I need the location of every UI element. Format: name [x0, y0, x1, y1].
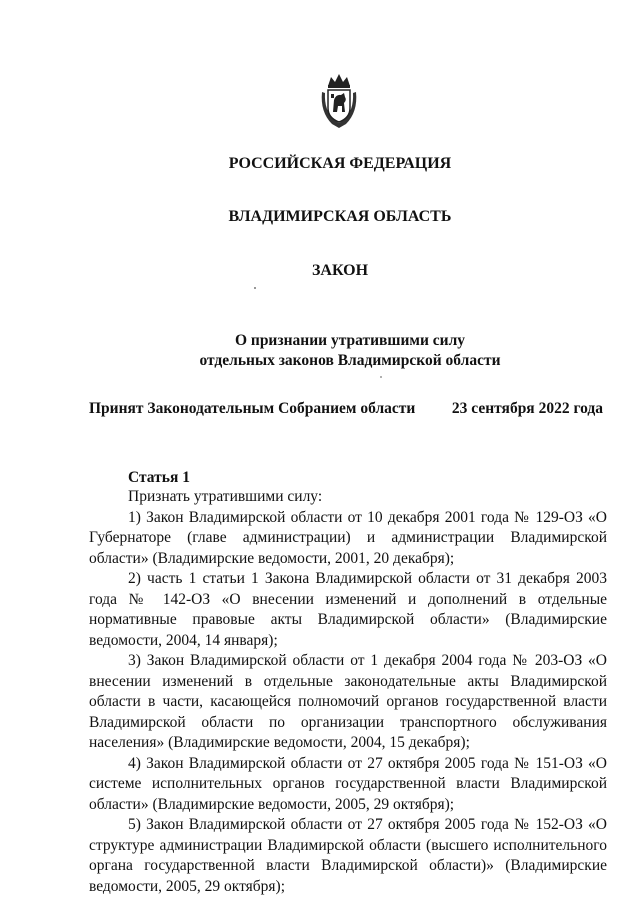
law-title-line: О признании утратившими силу [234, 332, 466, 349]
adoption-date: 23 сентября 2022 года [451, 400, 603, 417]
adopted-by: Принят Законодательным Собранием области [89, 400, 416, 417]
law-title-line: отдельных законов Владимирской области [199, 352, 501, 369]
coat-of-arms-icon [318, 72, 360, 130]
article-item: 1) Закон Владимирской области от 10 декабря 2001 года № 129-ОЗ «О Губернаторе (главе администрации) и администрации Владимирской области» (Владимирские ведомости, 2001, 20 декабря); [89, 508, 607, 567]
scan-speck [254, 287, 256, 289]
article-item: 5) Закон Владимирской области от 27 октября 2005 года № 152-ОЗ «О структуре администрации Владимирской области (высшего исполнительного органа государственной власти Владимирской области)» (Владимирские ведомости, 2005, 29 октября); [89, 816, 607, 895]
coat-of-arms-graphic [318, 72, 360, 130]
article-item: 2) часть 1 статьи 1 Закона Владимирской области от 31 декабря 2003 года № 142-ОЗ «О внесении изменений и дополнений в отдельные нормативные правовые акты Владимирской области» (Владимирские ведомости, 2004, 14 января); [89, 570, 607, 649]
article-body [89, 487, 607, 897]
scan-speck [380, 376, 382, 378]
law-title [0, 331, 640, 371]
region-heading: ВЛАДИМИРСКАЯ ОБЛАСТЬ [228, 208, 452, 225]
article-item: 3) Закон Владимирской области от 1 декабря 2004 года № 203-ОЗ «О внесении изменений в отдельные законодательные акты Владимирской области в части, касающейся полномочий органов государственной власти Владимирской области по организации транспортного обслуживания населения» (Владимирские ведомости, 2004, 15 декабря); [89, 652, 607, 751]
article-heading: Статья 1 [128, 469, 190, 486]
document-type-heading: ЗАКОН [311, 262, 369, 279]
article-intro: Признать утратившими силу: [128, 488, 323, 505]
country-heading: РОССИЙСКАЯ ФЕДЕРАЦИЯ [228, 155, 452, 172]
article-item: 4) Закон Владимирской области от 27 октября 2005 года № 151-ОЗ «О системе исполнительных органов государственной власти Владимирской области» (Владимирские ведомости, 2005, 29 октября); [89, 754, 607, 813]
